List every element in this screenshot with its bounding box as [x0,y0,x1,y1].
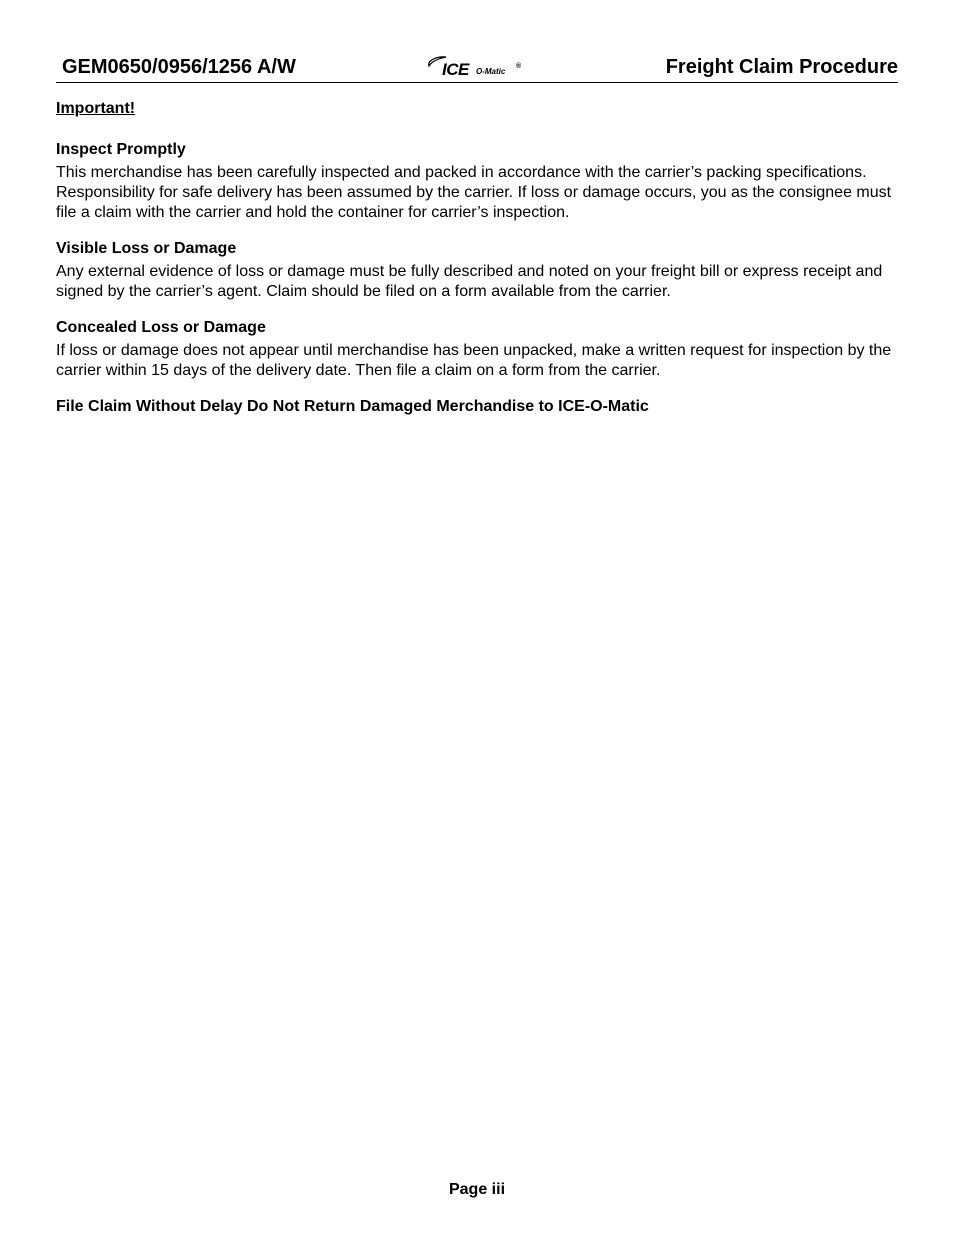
section-visible-loss [56,239,898,302]
page-title: Freight Claim Procedure [665,56,898,78]
section-body: This merchandise has been carefully inspected and packed in accordance with the carrier’s packing specifications. Responsibility for safe delivery has been assumed by the carrier. If loss or damage occurs, you as the consignee must file a claim with the carrier and hold the container for carrier’s inspection. [56,164,892,221]
section-body: If loss or damage does not appear until merchandise has been unpacked, make a written request for inspection by the carrier within 15 days of the delivery date. Then file a claim on a form from the carrier. [56,342,892,379]
important-heading: Important! [56,100,136,117]
ice-o-matic-logo [426,55,536,79]
section-heading: Concealed Loss or Damage [56,319,266,336]
logo-sub-text: O-Matic [476,67,506,76]
logo-brand-text: ICE [442,60,469,79]
section-heading: Inspect Promptly [56,141,186,158]
section-heading: Visible Loss or Damage [56,240,237,257]
section-body: Any external evidence of loss or damage must be fully described and noted on your freight bill or express receipt and signed by the carrier’s agent. Claim should be filed on a form available from the carrier. [56,263,883,300]
logo-registered-mark: ® [516,63,522,70]
page-number: Page iii [448,1181,506,1198]
section-concealed-loss [56,318,898,381]
page-header [56,55,898,83]
model-number: GEM0650/0956/1256 A/W [62,56,296,78]
final-note: File Claim Without Delay Do Not Return Damaged Merchandise to ICE-O-Matic [56,398,649,415]
section-inspect-promptly [56,140,898,223]
page-content [56,98,898,417]
